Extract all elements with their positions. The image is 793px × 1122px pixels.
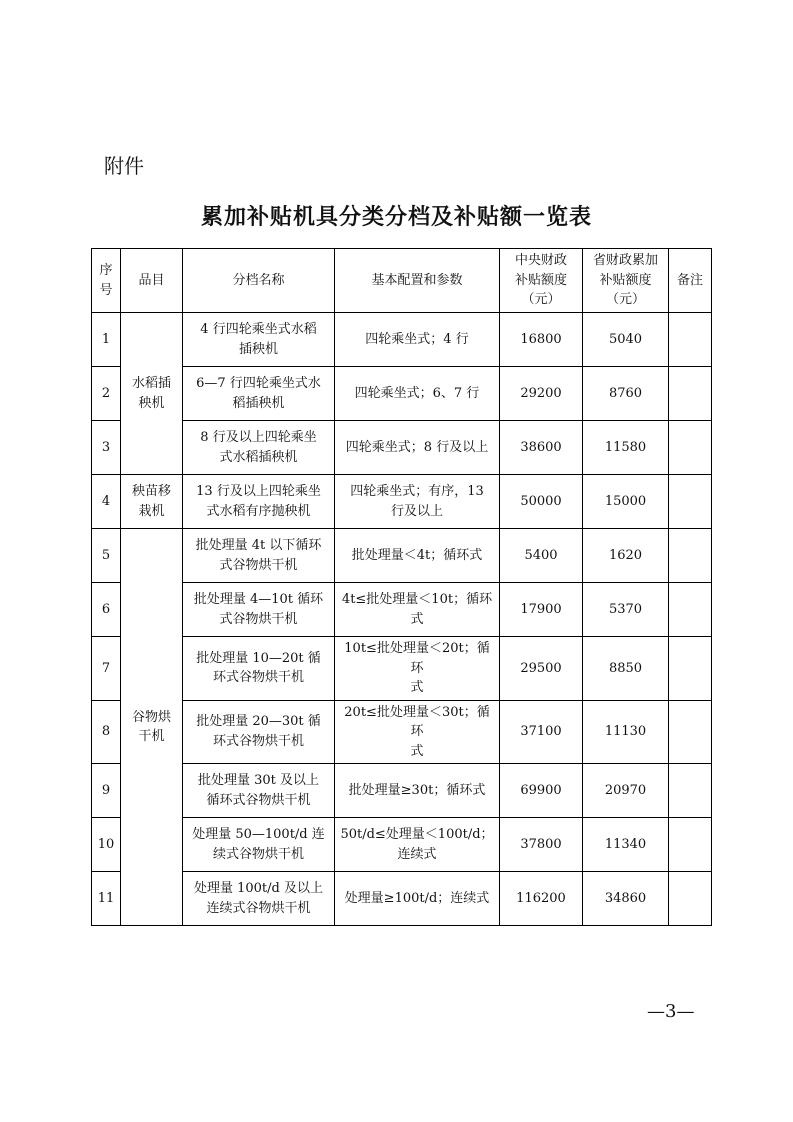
cell-central: 38600 (500, 421, 583, 475)
table-row (92, 872, 712, 926)
cell-item: 水稻插 秧机 (121, 313, 183, 475)
cell-provincial: 11580 (583, 421, 669, 475)
header-grade-name: 分档名称 (183, 249, 335, 313)
cell-config: 20t≤批处理量＜30t；循环 式 (335, 700, 500, 764)
cell-seq: 7 (92, 637, 121, 701)
cell-grade-name: 批处理量 30t 及以上 循环式谷物烘干机 (183, 764, 335, 818)
cell-central: 5400 (500, 529, 583, 583)
header-item: 品目 (121, 249, 183, 313)
cell-grade-name: 批处理量 20—30t 循 环式谷物烘干机 (183, 700, 335, 764)
cell-item: 秧苗移 栽机 (121, 475, 183, 529)
cell-provincial: 8760 (583, 367, 669, 421)
cell-config: 50t/d≤处理量＜100t/d； 连续式 (335, 818, 500, 872)
cell-remark (669, 313, 712, 367)
cell-remark (669, 818, 712, 872)
table-row (92, 583, 712, 637)
cell-grade-name: 8 行及以上四轮乘坐 式水稻插秧机 (183, 421, 335, 475)
cell-central: 16800 (500, 313, 583, 367)
table-row (92, 764, 712, 818)
cell-grade-name: 6—7 行四轮乘坐式水 稻插秧机 (183, 367, 335, 421)
cell-provincial: 5040 (583, 313, 669, 367)
page-title: 累加补贴机具分类分档及补贴额一览表 (200, 204, 592, 230)
cell-remark (669, 367, 712, 421)
cell-central: 29200 (500, 367, 583, 421)
cell-seq: 8 (92, 700, 121, 764)
table-row (92, 421, 712, 475)
cell-central: 69900 (500, 764, 583, 818)
cell-provincial: 1620 (583, 529, 669, 583)
cell-remark (669, 637, 712, 701)
cell-central: 116200 (500, 872, 583, 926)
cell-grade-name: 批处理量 4—10t 循环 式谷物烘干机 (183, 583, 335, 637)
header-config: 基本配置和参数 (335, 249, 500, 313)
cell-remark (669, 475, 712, 529)
table-row (92, 529, 712, 583)
cell-config: 四轮乘坐式；有序，13 行及以上 (335, 475, 500, 529)
cell-remark (669, 700, 712, 764)
header-provincial-subsidy: 省财政累加 补贴额度 （元） (583, 249, 669, 313)
cell-provincial: 8850 (583, 637, 669, 701)
cell-provincial: 20970 (583, 764, 669, 818)
cell-central: 37100 (500, 700, 583, 764)
attachment-label: 附件 (104, 154, 144, 178)
cell-config: 四轮乘坐式；6、7 行 (335, 367, 500, 421)
table-row (92, 475, 712, 529)
cell-central: 50000 (500, 475, 583, 529)
cell-remark (669, 764, 712, 818)
cell-seq: 10 (92, 818, 121, 872)
cell-seq: 3 (92, 421, 121, 475)
cell-remark (669, 421, 712, 475)
cell-item: 谷物烘 干机 (121, 529, 183, 926)
cell-remark (669, 529, 712, 583)
cell-config: 处理量≥100t/d；连续式 (335, 872, 500, 926)
cell-grade-name: 处理量 50—100t/d 连 续式谷物烘干机 (183, 818, 335, 872)
cell-grade-name: 批处理量 4t 以下循环 式谷物烘干机 (183, 529, 335, 583)
cell-provincial: 34860 (583, 872, 669, 926)
cell-remark (669, 872, 712, 926)
cell-seq: 4 (92, 475, 121, 529)
cell-seq: 2 (92, 367, 121, 421)
table-row (92, 700, 712, 764)
table-row (92, 637, 712, 701)
cell-remark (669, 583, 712, 637)
cell-central: 29500 (500, 637, 583, 701)
page-number: —3— (647, 1001, 695, 1022)
cell-seq: 9 (92, 764, 121, 818)
cell-config: 批处理量≥30t；循环式 (335, 764, 500, 818)
header-remark: 备注 (669, 249, 712, 313)
table-row (92, 818, 712, 872)
cell-grade-name: 批处理量 10—20t 循 环式谷物烘干机 (183, 637, 335, 701)
cell-provincial: 11340 (583, 818, 669, 872)
cell-seq: 11 (92, 872, 121, 926)
cell-grade-name: 4 行四轮乘坐式水稻 插秧机 (183, 313, 335, 367)
header-seq: 序 号 (92, 249, 121, 313)
table-row (92, 367, 712, 421)
cell-provincial: 5370 (583, 583, 669, 637)
subsidy-table (91, 248, 712, 926)
cell-seq: 6 (92, 583, 121, 637)
table-row (92, 313, 712, 367)
cell-seq: 1 (92, 313, 121, 367)
cell-config: 4t≤批处理量＜10t；循环 式 (335, 583, 500, 637)
cell-config: 10t≤批处理量＜20t；循环 式 (335, 637, 500, 701)
cell-provincial: 11130 (583, 700, 669, 764)
cell-config: 四轮乘坐式；8 行及以上 (335, 421, 500, 475)
cell-provincial: 15000 (583, 475, 669, 529)
cell-seq: 5 (92, 529, 121, 583)
cell-grade-name: 处理量 100t/d 及以上 连续式谷物烘干机 (183, 872, 335, 926)
table-header-row (92, 249, 712, 313)
cell-central: 37800 (500, 818, 583, 872)
cell-config: 批处理量＜4t；循环式 (335, 529, 500, 583)
cell-central: 17900 (500, 583, 583, 637)
header-central-subsidy: 中央财政 补贴额度 （元） (500, 249, 583, 313)
cell-config: 四轮乘坐式；4 行 (335, 313, 500, 367)
cell-grade-name: 13 行及以上四轮乘坐 式水稻有序抛秧机 (183, 475, 335, 529)
